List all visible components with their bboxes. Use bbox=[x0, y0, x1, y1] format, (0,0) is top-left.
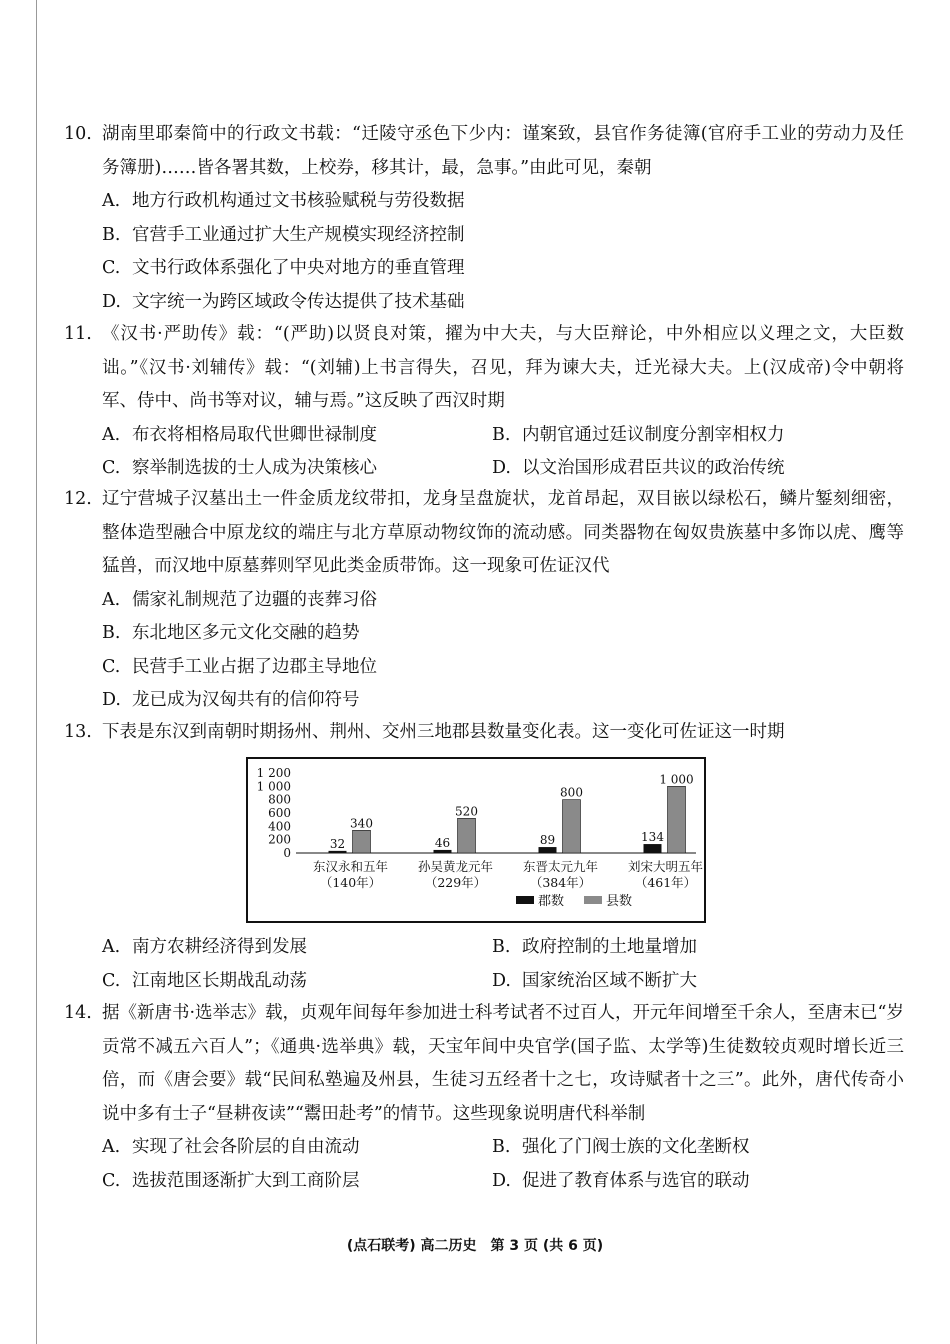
bar-jun-count bbox=[329, 851, 347, 853]
y-tick-label: 800 bbox=[268, 792, 291, 807]
option-a[interactable]: A. 实现了社会各阶层的自由流动 bbox=[102, 1137, 360, 1157]
question-12 bbox=[64, 483, 904, 718]
bar-xian-count bbox=[353, 830, 371, 853]
option-b[interactable]: B. 政府控制的土地量增加 bbox=[492, 937, 697, 957]
question-stem: 辽宁营城子汉墓出土一件金质龙纹带扣，龙身呈盘旋状，龙首昂起，双目嵌以绿松石，鳞片錾刻细密，整体造型融合中原龙纹的端庄与北方草原动物纹饰的流动感。同类器物在匈奴贵族墓中多饰以虎、鹰等猛兽，而汉地中原墓葬则罕见此类金质带饰。这一现象可佐证汉代 bbox=[102, 489, 904, 576]
legend-swatch bbox=[584, 896, 602, 904]
data-label: 32 bbox=[329, 836, 346, 851]
data-label: 800 bbox=[560, 785, 583, 800]
option-c[interactable]: C. 察举制选拔的士人成为决策核心 bbox=[102, 458, 377, 478]
option-b[interactable]: B. 强化了门阀士族的文化垄断权 bbox=[492, 1137, 750, 1157]
question-number: 14. bbox=[64, 1003, 92, 1023]
question-number: 10. bbox=[64, 124, 92, 144]
legend-label: 郡数 bbox=[538, 894, 565, 909]
data-label: 520 bbox=[455, 804, 478, 819]
legend-swatch bbox=[516, 896, 534, 904]
data-label: 46 bbox=[434, 835, 451, 850]
option-b[interactable]: B. 内朝官通过廷议制度分割宰相权力 bbox=[492, 424, 785, 445]
bar-xian-count bbox=[563, 800, 581, 853]
x-category-sublabel: （229年） bbox=[424, 875, 487, 890]
legend-label: 县数 bbox=[606, 894, 633, 909]
page-footer: (点石联考) 高二历史 第 3 页 (共 6 页) bbox=[346, 1238, 604, 1254]
option-a[interactable]: A. 地方行政机构通过文书核验赋税与劳役数据 bbox=[102, 191, 465, 211]
y-tick-label: 1 000 bbox=[256, 779, 291, 794]
bar-jun-count bbox=[434, 850, 452, 853]
y-tick-label: 600 bbox=[268, 806, 291, 820]
question-stem: 《汉书·严助传》载：“(严助)以贤良对策，擢为中大夫，与大臣辩论，中外相应以义理之文，大臣数诎。”《汉书·刘辅传》载：“(刘辅)上书言得失，召见，拜为谏大夫，迁光禄大夫。上(汉成帝)令中朝将军、侍中、尚书等对议，辅与焉。”这反映了西汉时期 bbox=[102, 324, 904, 411]
option-c[interactable]: C. 民营手工业占据了边郡主导地位 bbox=[102, 656, 377, 677]
data-label: 134 bbox=[641, 830, 664, 845]
x-category-sublabel: （461年） bbox=[634, 875, 697, 890]
x-category-sublabel: （384年） bbox=[529, 875, 592, 890]
question-number: 13. bbox=[64, 722, 92, 742]
bar-xian-count bbox=[668, 786, 686, 853]
option-a[interactable]: A. 南方农耕经济得到发展 bbox=[102, 937, 307, 957]
y-tick-label: 0 bbox=[283, 846, 291, 860]
binding-margin-line bbox=[36, 0, 37, 1344]
y-tick-label: 200 bbox=[268, 832, 291, 847]
option-d[interactable]: D. 以文治国形成君臣共议的政治传统 bbox=[492, 458, 785, 478]
x-category-sublabel: （140年） bbox=[319, 875, 382, 890]
x-category-label: 东汉永和五年 bbox=[312, 859, 389, 874]
option-c[interactable]: C. 文书行政体系强化了中央对地方的垂直管理 bbox=[102, 258, 465, 278]
option-d[interactable]: D. 国家统治区域不断扩大 bbox=[492, 970, 697, 991]
question-13 bbox=[64, 716, 904, 750]
question-stem: 下表是东汉到南朝时期扬州、荆州、交州三地郡县数量变化表。这一变化可佐证这一时期 bbox=[102, 722, 785, 742]
option-d[interactable]: D. 龙已成为汉匈共有的信仰符号 bbox=[102, 690, 360, 710]
question-stem: 据《新唐书·选举志》载，贞观年间每年参加进士科考试者不过百人，开元年间增至千余人，至唐末已“岁贡常不减五六百人”；《通典·选举典》载，天宝年间中央官学(国子监、太学等)生徒数较贞观时增长近三倍，而《唐会要》载“民间私塾遍及州县，生徒习五经者十之七，攻诗赋者十之三”。此外，唐代传奇小说中多有士子“昼耕夜读”“鬻田赴考”的情节。这些现象说明唐代科举制 bbox=[102, 1003, 905, 1124]
bar-chart-svg bbox=[248, 759, 704, 921]
option-d[interactable]: D. 文字统一为跨区域政令传达提供了技术基础 bbox=[102, 291, 465, 312]
bar-jun-count bbox=[539, 847, 557, 853]
question-number: 11. bbox=[64, 324, 92, 344]
data-label: 340 bbox=[350, 816, 373, 831]
question-10 bbox=[64, 118, 904, 319]
question-number: 12. bbox=[64, 489, 92, 509]
question-11 bbox=[64, 318, 904, 486]
option-a[interactable]: A. 布衣将相格局取代世卿世禄制度 bbox=[102, 424, 377, 445]
option-b[interactable]: B. 官营手工业通过扩大生产规模实现经济控制 bbox=[102, 224, 465, 245]
option-b[interactable]: B. 东北地区多元文化交融的趋势 bbox=[102, 623, 360, 643]
x-category-label: 孙吴黄龙元年 bbox=[417, 859, 494, 874]
option-a[interactable]: A. 儒家礼制规范了边疆的丧葬习俗 bbox=[102, 589, 377, 610]
option-c[interactable]: C. 选拔范围逐渐扩大到工商阶层 bbox=[102, 1170, 360, 1191]
x-category-label: 刘宋大明五年 bbox=[627, 859, 704, 874]
x-category-label: 东晋太元九年 bbox=[522, 859, 599, 874]
option-d[interactable]: D. 促进了教育体系与选官的联动 bbox=[492, 1170, 750, 1191]
county-count-chart bbox=[246, 757, 706, 923]
y-tick-label: 400 bbox=[268, 819, 291, 834]
bar-jun-count bbox=[644, 844, 662, 853]
option-c[interactable]: C. 江南地区长期战乱动荡 bbox=[102, 970, 307, 991]
y-tick-label: 1 200 bbox=[256, 766, 291, 780]
data-label: 89 bbox=[539, 833, 556, 848]
data-label: 1 000 bbox=[659, 772, 694, 787]
bar-xian-count bbox=[458, 818, 476, 853]
question-13-options bbox=[64, 931, 904, 998]
question-stem: 湖南里耶秦简中的行政文书载：“迁陵守丞色下少内：谨案致，县官作务徒簿(官府手工业的劳动力及任务簿册)……皆各署其数，上校券，移其计，最，急事。”由此可见，秦朝 bbox=[102, 124, 904, 178]
question-14 bbox=[64, 997, 904, 1198]
